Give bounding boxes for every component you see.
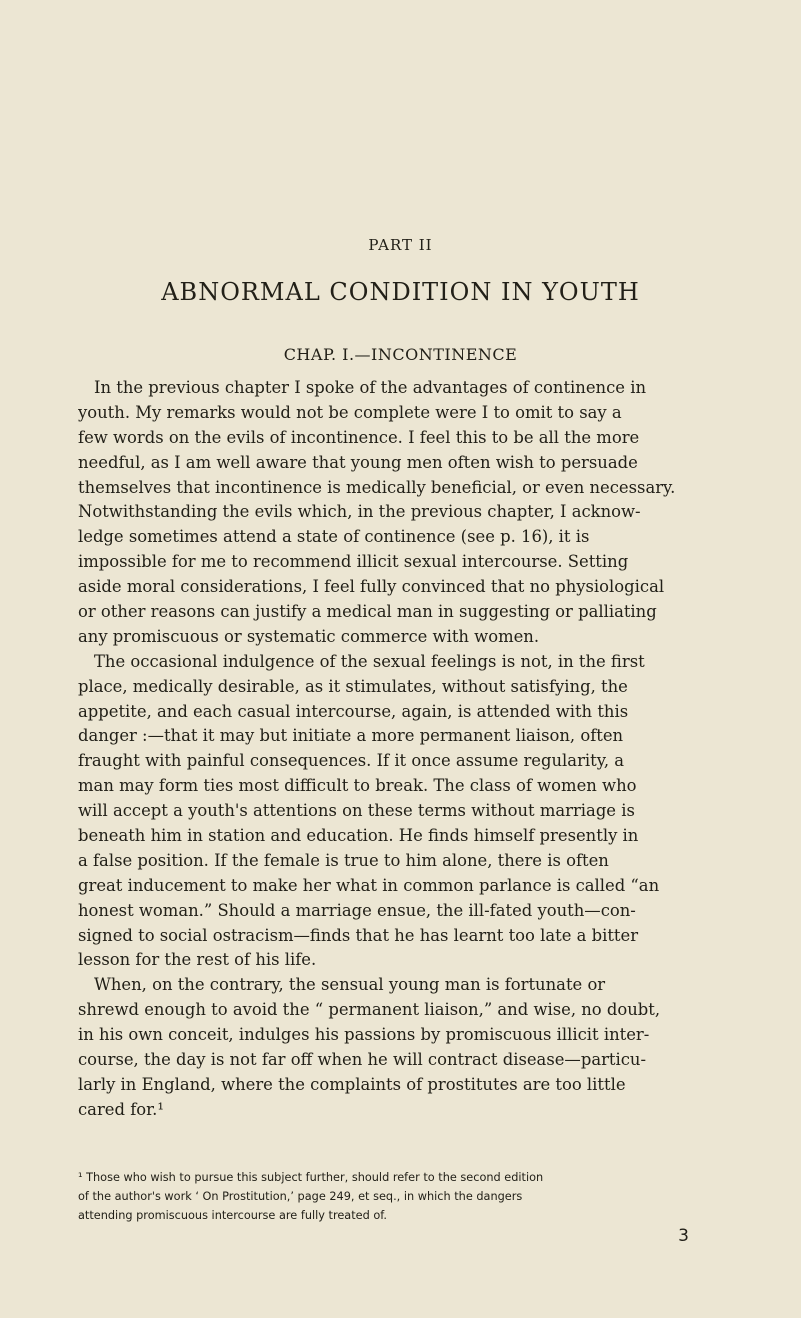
- text-line: or other reasons can justify a medical man in suggesting or palliating: [78, 602, 657, 622]
- text-line: Notwithstanding the evils which, in the previous chapter, I acknow-: [78, 502, 641, 522]
- text-line: The occasional indulgence of the sexual feelings is not, in the first: [94, 651, 645, 671]
- text-line: course, the day is not far off when he will contract disease—particu-: [78, 1050, 647, 1070]
- text-line: cared for.¹: [78, 1099, 164, 1119]
- text-line: beneath him in station and education. He finds himself presently in: [78, 826, 639, 846]
- text-line: appetite, and each casual intercourse, again, is attended with this: [78, 701, 629, 721]
- text-line: honest woman.” Should a marriage ensue, the ill-fated youth—con-: [78, 900, 636, 920]
- text-line: shrewd enough to avoid the “ permanent liaison,” and wise, no doubt,: [78, 1000, 661, 1020]
- text-line: any promiscuous or systematic commerce with women.: [78, 626, 540, 646]
- text-line: signed to social ostracism—finds that he has learnt too late a bitter: [78, 925, 639, 945]
- body-text: [78, 376, 758, 1123]
- footnote: [78, 1168, 758, 1225]
- footnote-line: ¹ Those who wish to pursue this subject further, should refer to the second edition: [78, 1171, 544, 1184]
- text-line: When, on the contrary, the sensual young man is fortunate or: [94, 975, 606, 995]
- section-title: ABNORMAL CONDITION IN YOUTH: [161, 278, 640, 306]
- text-line: lesson for the rest of his life.: [78, 950, 317, 970]
- text-line: youth. My remarks would not be complete were I to omit to say a: [78, 402, 622, 422]
- text-line: needful, as I am well aware that young men often wish to persuade: [78, 452, 638, 472]
- footnote-line: attending promiscuous intercourse are fully treated of.: [78, 1209, 388, 1222]
- text-line: larly in England, where the complaints of prostitutes are too little: [78, 1074, 626, 1094]
- text-line: impossible for me to recommend illicit sexual intercourse. Setting: [78, 552, 629, 572]
- page-number: 3: [678, 1226, 689, 1246]
- text-line: a false position. If the female is true to him alone, there is often: [78, 850, 609, 870]
- text-line: place, medically desirable, as it stimulates, without satisfying, the: [78, 676, 628, 696]
- chapter-heading: CHAP. I.—INCONTINENCE: [283, 345, 518, 364]
- text-line: fraught with painful consequences. If it once assume regularity, a: [78, 751, 625, 771]
- text-line: few words on the evils of incontinence. I feel this to be all the more: [78, 427, 640, 447]
- part-heading: PART II: [368, 236, 433, 254]
- text-line: in his own conceit, indulges his passions by promiscuous illicit inter-: [78, 1025, 650, 1045]
- text-line: aside moral considerations, I feel fully convinced that no physiological: [78, 577, 665, 597]
- text-line: great inducement to make her what in common parlance is called “an: [78, 875, 660, 895]
- footnote-line: of the author's work ‘ On Prostitution,’ page 249, et seq., in which the dangers: [78, 1190, 523, 1203]
- text-line: man may form ties most difficult to break. The class of women who: [78, 776, 637, 796]
- text-line: will accept a youth's attentions on these terms without marriage is: [78, 801, 635, 821]
- text-line: danger :—that it may but initiate a more permanent liaison, often: [78, 726, 624, 746]
- text-line: ledge sometimes attend a state of continence (see p. 16), it is: [78, 527, 590, 547]
- text-line: themselves that incontinence is medically beneficial, or even necessary.: [78, 477, 676, 497]
- text-line: In the previous chapter I spoke of the advantages of continence in: [94, 378, 646, 397]
